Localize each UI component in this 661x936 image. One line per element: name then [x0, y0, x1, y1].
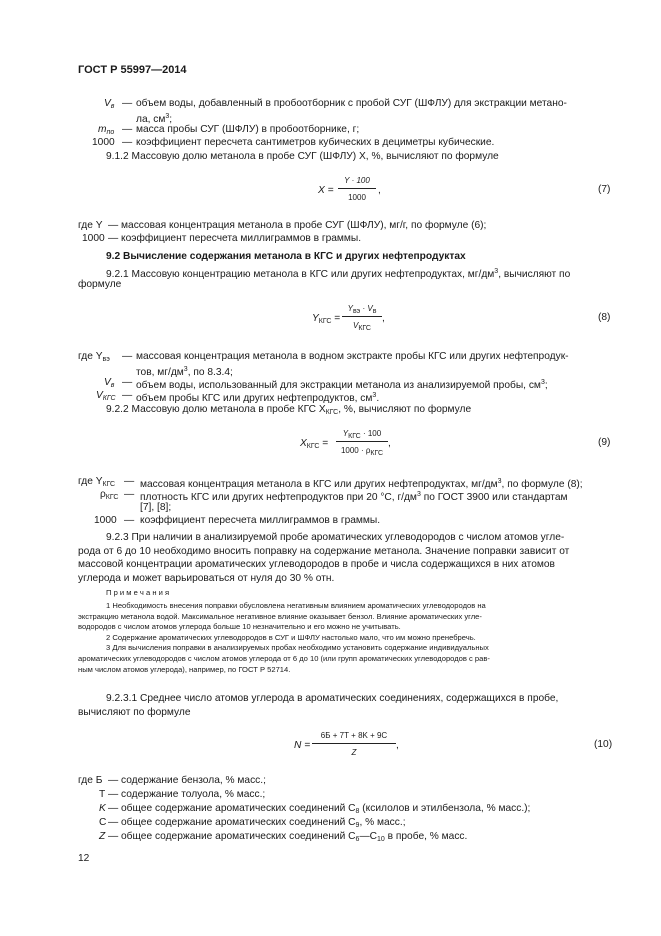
definition-text: коэффициент пересчета сантиметров кубических в дециметры кубические.	[136, 137, 495, 148]
paragraph-9-2-1: 9.2.1 Массовую концентрацию метанола в КГС или других нефтепродуктах, $мг/дм^3$, вычисляют по	[106, 268, 571, 280]
notes-title: П р и м е ч а н и я	[106, 588, 170, 597]
page-number: 12	[78, 853, 90, 864]
definition-list-a: $V_в$ — объем воды, добавленный в пробоотборник с пробой СУГ (ШФЛУ) для экстракции метано- ла, $см^3$; $m_{по}$ — масса пробы СУГ (ШФЛУ) в пробоотборнике, г; 1000 — коэффициент пересчета сантиметров кубических в дециметры кубические.	[92, 98, 567, 148]
definition-list-c: где $Y_{вэ}$ — массовая концентрация метанола в водном экстракте пробы КГС или других нефтепродук- тов, $мг/дм^3$, по 8.3.4; $V_в$ — объем воды, использованный для экстракции метанола из анализируемой пробы, $см^3$; $V_{КГС}$ — объем пробы КГС или других нефтепродуктов, $см^3$.	[78, 351, 569, 404]
paragraph-9-2-3: 9.2.3 При наличии в анализируемой пробе ароматических углеводородов с числом атомов угле- рода от 6 до 10 необходимо вносить поправку на содержание метанола. Значение поправки зависит от массовой концентрации ароматических углеводородов в пробе и числа содержащихся в них атомов углерода и может варьироваться от нуля до 30 % отн.	[78, 532, 570, 584]
equation-number: (10)	[594, 739, 613, 750]
equation-number: (7)	[598, 184, 611, 195]
paragraph-9-2-3-1: 9.2.3.1 Среднее число атомов углерода в ароматических соединениях, содержащихся в пробе, вычисляют по формуле	[78, 693, 559, 718]
paragraph-9-2-2: 9.2.2 Массовую долю метанола в пробе КГС $X_{КГС}$, %, вычисляют по формуле	[106, 404, 472, 416]
equation-number: (9)	[598, 437, 611, 448]
paragraph-9-1-2: 9.1.2 Массовую долю метанола в пробе СУГ (ШФЛУ) X, %, вычисляют по формуле	[106, 151, 499, 162]
definition-text: объем воды, добавленный в пробоотборник с пробой СУГ (ШФЛУ) для экстракции метано-	[136, 98, 567, 109]
document-header: ГОСТ Р 55997—2014	[78, 64, 187, 76]
definition-list-e: где Б — содержание бензола, % масс.; Т — содержание толуола, % масс.; K — общее содержание ароматических соединений $С_8$ (ксилолов и этилбензола, % масс.); С — общее содержание ароматических соединений $С_9$, % масс.; Z — общее содержание ароматических соединений $С_6—С_{10}$ в пробе, % масс.	[78, 775, 531, 843]
equation-number: (8)	[598, 312, 611, 323]
definition-text: масса пробы СУГ (ШФЛУ) в пробоотборнике, г;	[136, 124, 360, 135]
notes-block: П р и м е ч а н и я 1 Необходимость внесения поправки обусловлена негативным влиянием ароматических углеводородов на экстракцию метанола водой. Максимальное негативное влияние оказывает бензол. Влияние ароматических угле- водородов с числом атомов углерода больше 10 незначительно и его можно не учитывать. 2 Содержание ароматических углеводородов в СУГ и ШФЛУ настолько мало, что им можно пренебречь. 3 Для вычисления поправки в анализируемых пробах необходимо установить содержание индивидуальных ароматических углеводородов с числом атомов углерода от 6 до 10 (или групп ароматических углеводородов с рав- ным числом атомов углерода), например, по ГОСТ Р 52714.	[78, 588, 614, 675]
section-9-2-heading: 9.2 Вычисление содержания метанола в КГС и других нефтепродуктах	[106, 251, 466, 262]
definition-list-d: где $Y_{КГС}$ — массовая концентрация метанола в КГС или других нефтепродуктах, $мг/дм^3$, по формуле (8); $\rho_{КГС}$ — плотность КГС или других нефтепродуктов при 20 °С, $г/дм^3$ по ГОСТ 3900 или стандартам [7], [8]; 1000 — коэффициент пересчета миллиграммов в граммы.	[78, 476, 583, 526]
